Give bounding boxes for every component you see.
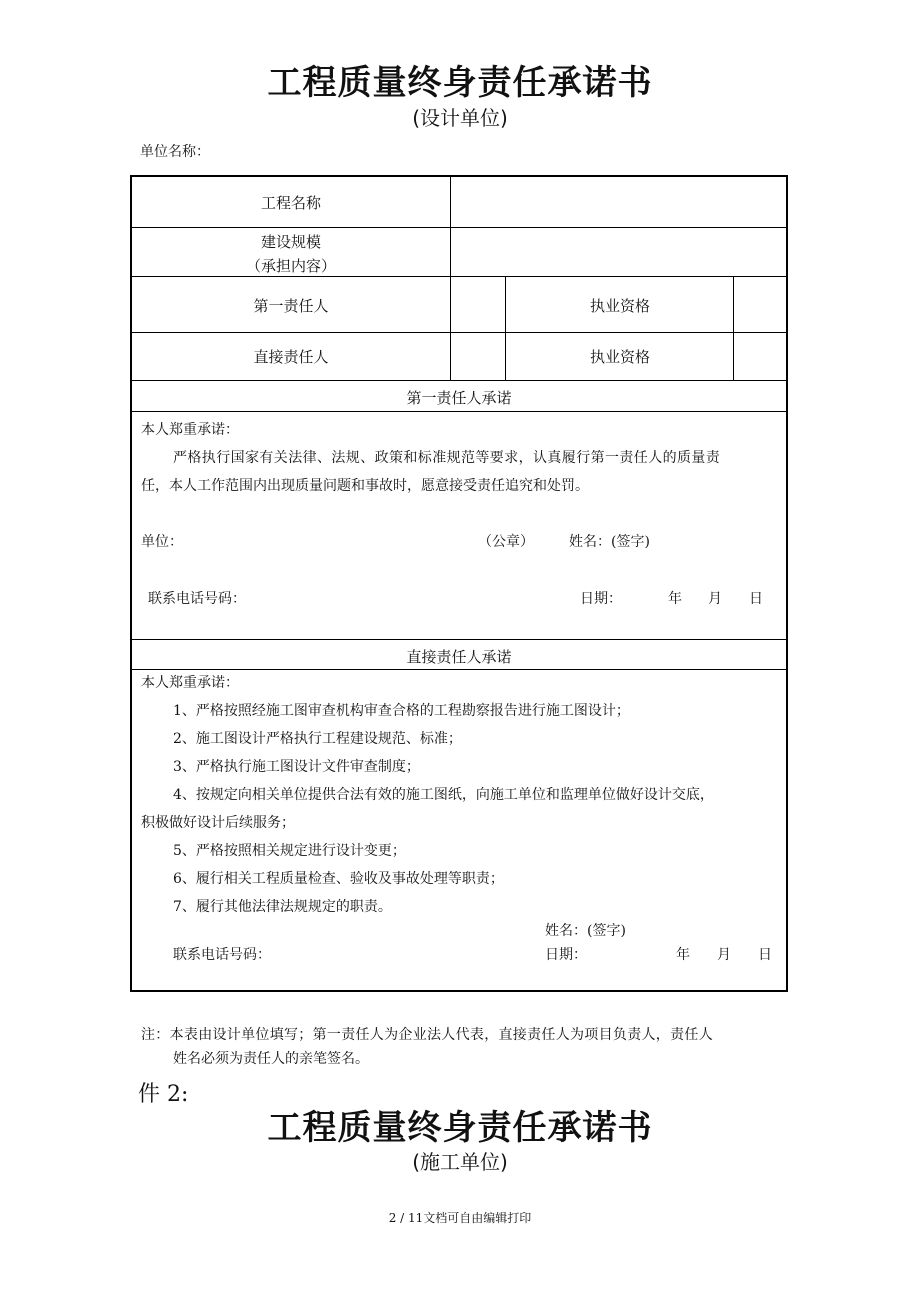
doc2-subtitle: (施工单位): [412, 1150, 508, 1174]
direct-commit-item-1: 1、严格按照经施工图审查机构审查合格的工程勘察报告进行施工图设计；: [173, 703, 630, 719]
note-line-2: 姓名必须为责任人的亲笔签名。: [173, 1051, 369, 1067]
direct-date-month: 月: [717, 947, 731, 963]
direct-commit-item-7: 7、履行其他法律法规规定的职责。: [173, 899, 392, 915]
direct-commit-header: 直接责任人承诺: [406, 648, 512, 666]
direct-responsible-label: 直接责任人: [253, 348, 329, 366]
unit-name-label: 单位名称：: [140, 144, 210, 160]
first-responsible-label: 第一责任人: [253, 297, 329, 315]
first-name-sign: 姓名：(签字): [569, 534, 650, 550]
first-commit-intro: 本人郑重承诺：: [141, 422, 239, 438]
first-date-month: 月: [708, 591, 722, 607]
first-date-label: 日期：: [580, 591, 622, 607]
direct-date-label: 日期：: [545, 947, 587, 963]
direct-commit-item-3: 3、严格执行施工图设计文件审查制度；: [173, 759, 420, 775]
direct-commit-item-2: 2、施工图设计严格执行工程建设规范、标准；: [173, 731, 462, 747]
project-name-label: 工程名称: [260, 194, 321, 212]
qualification-label-1: 执业资格: [589, 297, 650, 315]
direct-date-day: 日: [758, 947, 772, 963]
first-commit-header: 第一责任人承诺: [406, 389, 512, 407]
qualification-label-2: 执业资格: [589, 348, 650, 366]
direct-date-year: 年: [676, 947, 690, 963]
first-commit-para-2: 任，本人工作范围内出现质量问题和事故时，愿意接受责任追究和处罚。: [141, 478, 589, 494]
first-seal-label: （公章）: [478, 534, 534, 550]
doc2-title: 工程质量终身责任承诺书: [267, 1108, 653, 1148]
first-date-year: 年: [668, 591, 682, 607]
direct-phone-label: 联系电话号码：: [173, 947, 271, 963]
doc-subtitle: (设计单位): [412, 106, 508, 130]
direct-commit-item-4: 4、按规定向相关单位提供合法有效的施工图纸，向施工单位和监理单位做好设计交底，: [173, 787, 714, 803]
direct-commit-item-6: 6、履行相关工程质量检查、验收及事故处理等职责；: [173, 871, 504, 887]
first-date-day: 日: [749, 591, 763, 607]
doc-title: 工程质量终身责任承诺书: [267, 63, 653, 103]
page-footer: 2 / 11文档可自由编辑打印: [388, 1211, 532, 1225]
direct-name-sign: 姓名：(签字): [545, 923, 626, 939]
first-commit-para-1: 严格执行国家有关法律、法规、政策和标准规范等要求，认真履行第一责任人的质量责: [173, 450, 721, 466]
direct-commit-item-4-cont: 积极做好设计后续服务；: [141, 815, 295, 831]
note-line-1: 注：本表由设计单位填写；第一责任人为企业法人代表，直接责任人为项目负责人，责任人: [141, 1027, 713, 1043]
attachment-label: 件 2:: [138, 1082, 189, 1107]
first-phone-label: 联系电话号码：: [148, 591, 246, 607]
direct-commit-intro: 本人郑重承诺：: [141, 675, 239, 691]
first-unit-label: 单位：: [141, 534, 183, 550]
scale-label: 建设规模: [260, 233, 321, 251]
scope-label: （承担内容）: [245, 257, 336, 275]
direct-commit-item-5: 5、严格按照相关规定进行设计变更；: [173, 843, 406, 859]
